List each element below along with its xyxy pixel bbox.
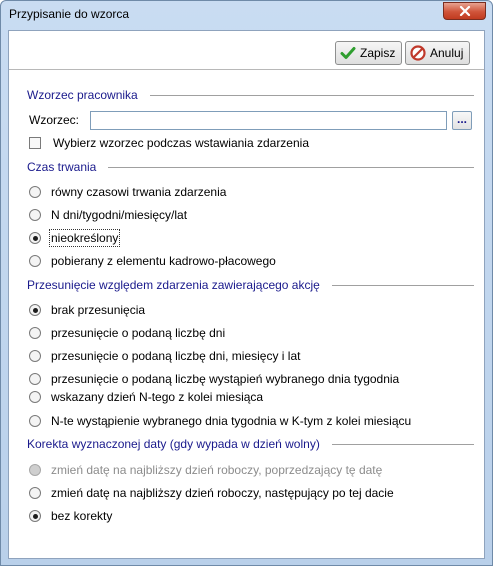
radio-label: brak przesunięcia bbox=[51, 303, 146, 317]
cancel-icon bbox=[410, 45, 426, 61]
radio-button[interactable] bbox=[29, 304, 41, 316]
radio-button bbox=[29, 464, 41, 476]
section-divider bbox=[332, 444, 474, 445]
radio-label: wskazany dzień N-tego z kolei miesiąca bbox=[51, 390, 264, 404]
radio-correction-previous bbox=[29, 462, 382, 478]
choose-on-insert-checkbox[interactable] bbox=[29, 137, 41, 149]
save-button[interactable] bbox=[335, 41, 402, 65]
radio-button[interactable] bbox=[29, 373, 41, 385]
radio-duration-event[interactable] bbox=[29, 184, 226, 200]
radio-label: zmień datę na najbliższy dzień roboczy, poprzedzający tę datę bbox=[51, 463, 383, 477]
save-button-label: Zapisz bbox=[360, 46, 396, 60]
section-header: Czas trwania bbox=[27, 160, 97, 174]
section-employee-template bbox=[27, 88, 474, 102]
close-button[interactable] bbox=[443, 2, 486, 20]
browse-button[interactable]: ... bbox=[452, 111, 472, 130]
radio-label: N-te wystąpienie wybranego dnia tygodnia w K-tym z kolei miesiącu bbox=[51, 414, 412, 428]
radio-shift-nth-weekday-kth-month[interactable] bbox=[29, 413, 411, 429]
cancel-button-label: Anuluj bbox=[430, 46, 464, 60]
radio-button[interactable] bbox=[29, 391, 41, 403]
radio-duration-from-element[interactable] bbox=[29, 253, 276, 269]
radio-shift-nth-month-day[interactable] bbox=[29, 389, 263, 405]
radio-label: nieokreślony bbox=[51, 231, 119, 245]
radio-duration-indefinite[interactable] bbox=[29, 230, 118, 246]
radio-shift-days[interactable] bbox=[29, 325, 225, 341]
title-bar[interactable] bbox=[1, 1, 492, 29]
section-header: Wzorzec pracownika bbox=[27, 88, 138, 102]
template-field-label: Wzorzec: bbox=[29, 113, 80, 127]
section-divider bbox=[108, 167, 474, 168]
radio-label: przesunięcie o podaną liczbę dni, miesięcy i lat bbox=[51, 349, 301, 363]
radio-correction-none[interactable] bbox=[29, 508, 112, 524]
template-input[interactable] bbox=[90, 111, 447, 130]
section-divider bbox=[332, 285, 474, 286]
radio-shift-weekday-occurrences[interactable] bbox=[29, 371, 399, 387]
cancel-button[interactable] bbox=[405, 41, 470, 65]
radio-shift-none[interactable] bbox=[29, 302, 145, 318]
toolbar-divider bbox=[9, 69, 484, 70]
radio-button[interactable] bbox=[29, 415, 41, 427]
radio-button[interactable] bbox=[29, 255, 41, 267]
radio-button[interactable] bbox=[29, 209, 41, 221]
radio-button[interactable] bbox=[29, 350, 41, 362]
section-duration bbox=[27, 160, 474, 174]
radio-button[interactable] bbox=[29, 327, 41, 339]
radio-button[interactable] bbox=[29, 487, 41, 499]
close-icon bbox=[459, 6, 471, 16]
radio-label: bez korekty bbox=[51, 509, 113, 523]
radio-label: N dni/tygodni/miesięcy/lat bbox=[51, 208, 188, 222]
radio-duration-n-units[interactable] bbox=[29, 207, 187, 223]
radio-label: przesunięcie o podaną liczbę wystąpień wybranego dnia tygodnia bbox=[51, 372, 400, 386]
radio-label: przesunięcie o podaną liczbę dni bbox=[51, 326, 226, 340]
radio-button[interactable] bbox=[29, 510, 41, 522]
radio-button[interactable] bbox=[29, 186, 41, 198]
section-divider bbox=[150, 95, 474, 96]
section-correction bbox=[27, 437, 474, 451]
section-header: Przesunięcie względem zdarzenia zawierającego akcję bbox=[27, 278, 320, 292]
section-shift bbox=[27, 278, 474, 292]
radio-button[interactable] bbox=[29, 232, 41, 244]
choose-on-insert-label: Wybierz wzorzec podczas wstawiania zdarzenia bbox=[53, 136, 309, 150]
dialog-content bbox=[8, 30, 485, 559]
window-title: Przypisanie do wzorca bbox=[9, 7, 130, 21]
radio-correction-next[interactable] bbox=[29, 485, 394, 501]
radio-label: zmień datę na najbliższy dzień roboczy, następujący po tej dacie bbox=[51, 486, 394, 500]
section-header: Korekta wyznaczonej daty (gdy wypada w dzień wolny) bbox=[27, 437, 320, 451]
radio-label: równy czasowi trwania zdarzenia bbox=[51, 185, 227, 199]
radio-label: pobierany z elementu kadrowo-płacowego bbox=[51, 254, 276, 268]
checkmark-icon bbox=[340, 45, 356, 61]
choose-on-insert-checkbox-row[interactable] bbox=[29, 135, 309, 151]
radio-shift-days-months-years[interactable] bbox=[29, 348, 300, 364]
